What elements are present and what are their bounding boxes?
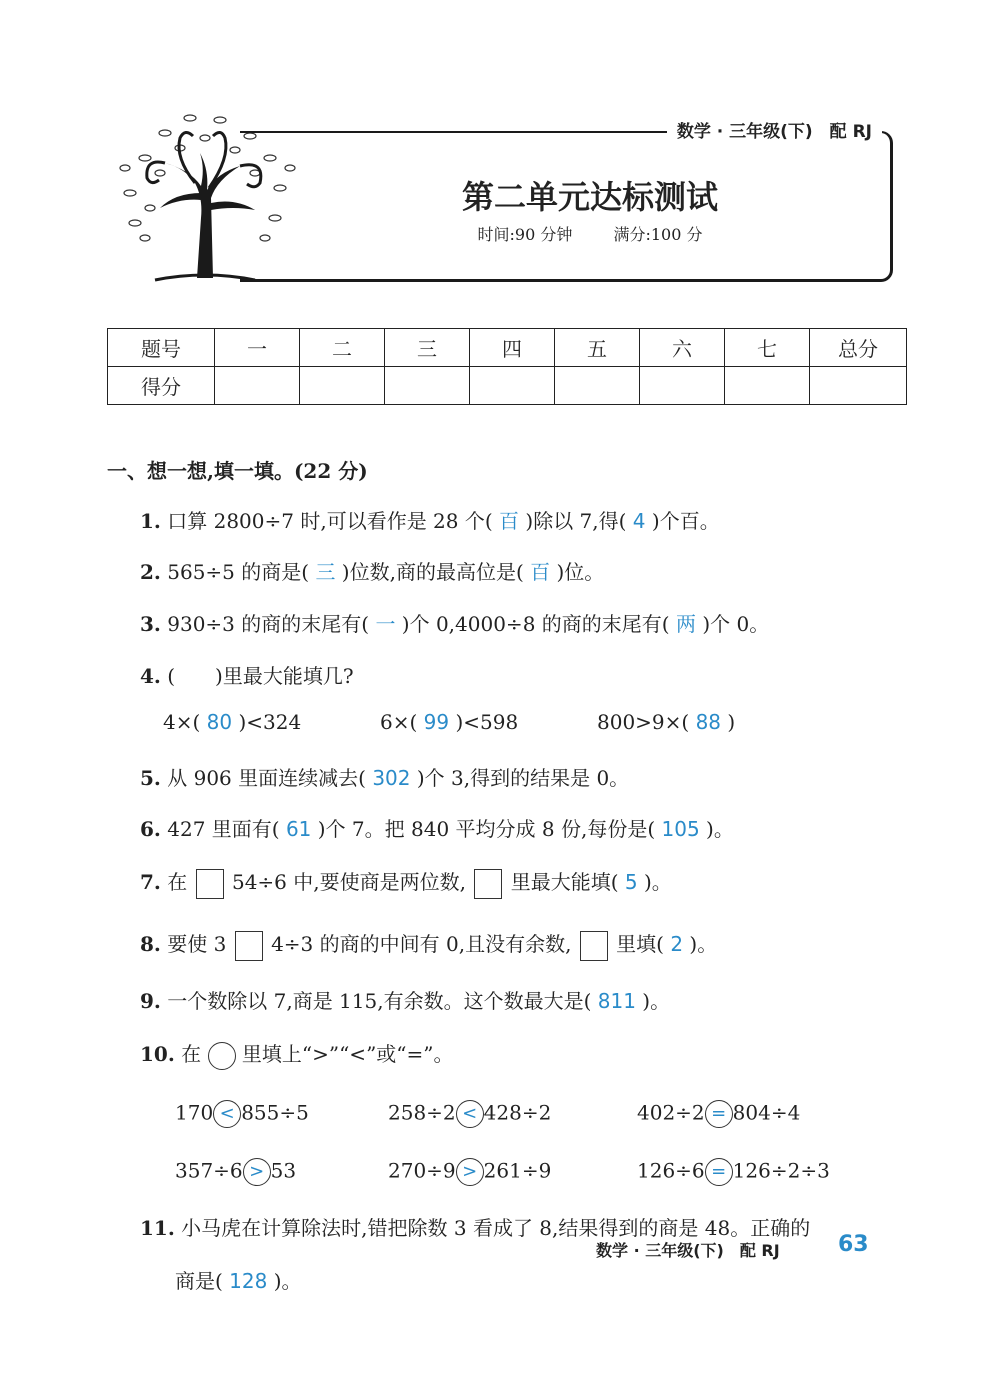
expression-text: ) [727,710,736,734]
question-2 [140,556,604,585]
score-cell[interactable] [725,367,810,405]
comparison-left: 258÷2 [388,1100,456,1125]
expression [597,710,735,734]
answer: 2 [670,932,684,956]
score-cell[interactable] [470,367,555,405]
answer: 88 [695,710,722,734]
question-text: ( )里最大能填几? [167,664,354,688]
comparison-left: 357÷6 [175,1158,243,1183]
table-cell: 三 [385,329,470,367]
score-cell[interactable] [385,367,470,405]
question-8 [140,928,717,961]
expression-text: )<598 [455,710,519,734]
question-number: 2. [140,560,161,584]
score-cell[interactable] [640,367,725,405]
answer: 128 [229,1269,268,1293]
expression [163,710,301,734]
answer: 5 [624,870,638,894]
comparison-sign: > [243,1158,271,1186]
table-cell: 四 [470,329,555,367]
question-text: 930÷3 的商的末尾有( [167,612,370,636]
comparison [388,1158,551,1186]
table-cell: 七 [725,329,810,367]
answer: 105 [661,817,700,841]
question-text: 427 里面有( [167,817,280,841]
comparison-sign: = [705,1158,733,1186]
comparison-sign: < [456,1100,484,1128]
question-3 [140,608,769,637]
comparison [175,1100,309,1128]
question-6 [140,813,734,842]
answer: 302 [372,766,411,790]
answer: 61 [285,817,312,841]
question-text: 里填上“>”“<”或“=”。 [241,1042,454,1066]
question-text: )。 [642,989,671,1013]
question-number: 10. [140,1042,175,1066]
question-text: )。 [273,1269,302,1293]
subject-tag: 数学 · 三年级(下) 配 RJ [667,117,882,142]
question-text: 要使 3 [167,932,227,956]
question-text: )除以 7,得( [525,509,627,533]
comparison-right: 261÷9 [483,1158,552,1183]
table-cell: 题号 [108,329,215,367]
comparison [637,1100,800,1128]
comparison-right: 53 [270,1158,297,1183]
question-text: )位数,商的最高位是( [341,560,524,584]
question-text: )位。 [556,560,605,584]
question-number: 3. [140,612,161,636]
comparison [175,1158,296,1186]
blank-box [196,869,224,899]
answer: 三 [315,560,336,584]
blank-box [580,931,608,961]
comparison [637,1158,830,1186]
comparison [388,1100,551,1128]
question-text: 小马虎在计算除法时,错把除数 3 看成了 8,结果得到的商是 48。正确的 [181,1216,811,1240]
question-text: )个 7。把 840 平均分成 8 份,每份是( [317,817,656,841]
question-text: 里最大能填( [510,870,619,894]
score-cell[interactable] [810,367,907,405]
question-10 [140,1038,454,1070]
answer: 811 [597,989,636,1013]
table-cell: 六 [640,329,725,367]
question-number: 8. [140,932,161,956]
question-9 [140,985,670,1014]
question-text: 565÷5 的商是( [167,560,310,584]
question-number: 6. [140,817,161,841]
score-cell[interactable] [555,367,640,405]
question-text: 在 [181,1042,202,1066]
answer: 99 [423,710,450,734]
comparison-left: 270÷9 [388,1158,456,1183]
question-text: 在 [167,870,188,894]
answer: 80 [206,710,233,734]
question-text: 商是( [175,1269,223,1293]
question-7 [140,866,672,899]
expression-text: 800>9×( [597,710,690,734]
question-text: 4÷3 的商的中间有 0,且没有余数, [271,932,572,956]
blank-box [235,931,263,961]
score-table-score-row [108,367,907,405]
comparison-right: 855÷5 [241,1100,309,1125]
question-text: )个百。 [651,509,720,533]
score-label: 得分 [108,367,215,405]
table-cell: 一 [215,329,300,367]
comparison-sign: = [705,1100,733,1128]
question-text: )。 [706,817,734,841]
comparison-left: 170 [175,1100,214,1125]
question-text: 里填( [616,932,664,956]
section-title: 一、想一想,填一填。(22 分) [107,459,368,483]
answer: 百 [499,509,520,533]
question-text: )个 3,得到的结果是 0。 [416,766,630,790]
question-number: 4. [140,664,161,688]
score-cell[interactable] [215,367,300,405]
question-11-continued [175,1265,302,1294]
answer: 两 [675,612,696,636]
question-1 [140,505,720,534]
question-text: 54÷6 中,要使商是两位数, [231,870,466,894]
score-table-header-row [108,329,907,367]
question-text: )个 0,4000÷8 的商的末尾有( [401,612,670,636]
comparison-right: 428÷2 [483,1100,552,1125]
test-meta [0,222,1000,245]
full-score: 满分:100 分 [613,225,703,244]
question-text: 一个数除以 7,商是 115,有余数。这个数最大是( [167,989,592,1013]
question-text: 从 906 里面连续减去( [167,766,366,790]
question-number: 5. [140,766,161,790]
blank-circle [208,1042,236,1070]
time-limit: 时间:90 分钟 [477,225,573,244]
question-number: 11. [140,1216,175,1240]
answer: 一 [375,612,396,636]
table-cell: 总分 [810,329,907,367]
comparison-left: 126÷6 [637,1158,705,1183]
question-text: )。 [643,870,672,894]
comparison-sign: > [456,1158,484,1186]
question-11 [140,1212,810,1241]
score-cell[interactable] [300,367,385,405]
page-title: 第二单元达标测试 [461,178,718,216]
question-number: 7. [140,870,161,894]
table-cell: 二 [300,329,385,367]
question-4 [140,660,354,689]
comparison-sign: < [213,1100,241,1128]
footer-tag: 数学 · 三年级(下) 配 RJ [596,1241,780,1260]
page-number: 63 [838,1232,869,1257]
comparison-left: 402÷2 [637,1100,705,1125]
comparison-right: 804÷4 [732,1100,801,1125]
answer: 百 [530,560,551,584]
question-number: 9. [140,989,161,1013]
blank-box [474,869,502,899]
question-text: )。 [689,932,718,956]
expression-text: )<324 [238,710,302,734]
question-text: )个 0。 [702,612,770,636]
answer: 4 [632,509,646,533]
score-table [107,328,907,405]
expression [380,710,518,734]
question-text: 口算 2800÷7 时,可以看作是 28 个( [167,509,493,533]
table-cell: 五 [555,329,640,367]
question-5 [140,762,629,791]
expression-text: 6×( [380,710,418,734]
question-number: 1. [140,509,161,533]
expression-text: 4×( [163,710,201,734]
comparison-right: 126÷2÷3 [732,1158,830,1183]
